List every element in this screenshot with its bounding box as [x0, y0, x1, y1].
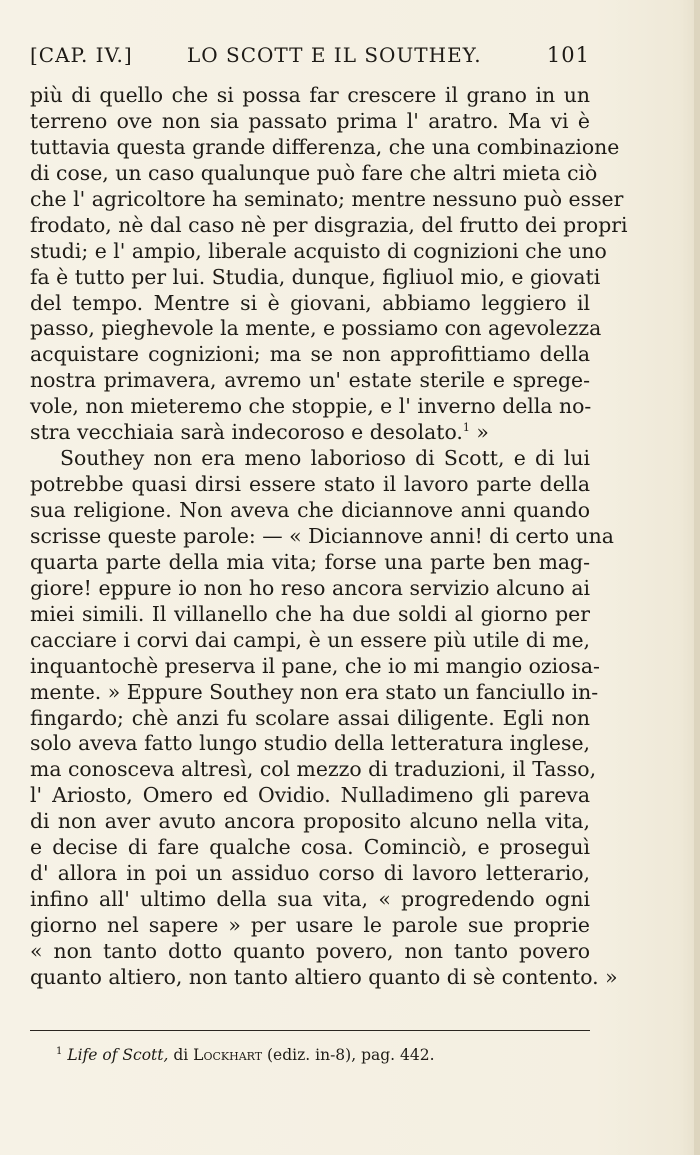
- text-line-with-footnote: [30, 420, 590, 446]
- text-line: tuttavia questa grande differenza, che una combinazione: [30, 134, 620, 159]
- text-line: vole, non mieteremo che stoppie, e l' inverno della no-: [30, 394, 592, 419]
- footnote-ref: 1: [462, 421, 470, 435]
- text-line: stra vecchiaia sarà indecoroso e desolato.: [30, 420, 463, 445]
- text-line: cacciare i corvi dai campi, è un essere più utile di me,: [30, 627, 590, 652]
- text-line: Southey non era meno laborioso di Scott, e di lui: [60, 446, 590, 471]
- text-line: passo, pieghevole la mente, e possiamo con agevolezza: [30, 316, 602, 341]
- closing-quote: »: [469, 420, 489, 445]
- text-line: scrisse queste parole: — « Diciannove anni! di certo una: [30, 523, 614, 548]
- text-line: acquistare cognizioni; ma se non approfittiamo della: [30, 342, 590, 367]
- text-line: miei simili. Il villanello che ha due soldi al giorno per: [30, 601, 590, 626]
- text-line: mente. » Eppure Southey non era stato un fanciullo in-: [30, 679, 599, 704]
- text-line: fa è tutto per lui. Studia, dunque, figliuol mio, e giovati: [30, 264, 601, 289]
- footnote-title: Life of Scott,: [67, 1046, 169, 1064]
- text-line: infino all' ultimo della sua vita, « progredendo ogni: [30, 887, 590, 912]
- footnote-di: di: [168, 1046, 194, 1064]
- text-line: di non aver avuto ancora proposito alcuno nella vita,: [30, 809, 590, 834]
- page-number: 101: [546, 43, 590, 67]
- text-line: di cose, un caso qualunque può fare che altri mieta ciò: [30, 160, 598, 185]
- text-line: più di quello che si possa far crescere il grano in un: [30, 83, 590, 107]
- running-header: [30, 43, 590, 73]
- text-line: giorno nel sapere » per usare le parole sue proprie: [30, 913, 590, 937]
- text-line: e decise di fare qualche cosa. Cominciò, e proseguì: [30, 835, 590, 860]
- footnote-divider: [30, 1030, 590, 1031]
- running-title: LO SCOTT E IL SOUTHEY.: [187, 43, 482, 67]
- text-line: studi; e l' ampio, liberale acquisto di cognizioni che uno: [30, 238, 607, 263]
- text-line: del tempo. Mentre si è giovani, abbiamo leggiero il: [30, 290, 590, 315]
- text-line: fingardo; chè anzi fu scolare assai diligente. Egli non: [30, 705, 590, 730]
- text-line: nostra primavera, avremo un' estate sterile e sprege-: [30, 368, 590, 393]
- page-edge: [694, 0, 700, 1155]
- text-line: quanto altiero, non tanto altiero quanto di sè contento. »: [30, 964, 618, 989]
- body-text: [30, 83, 628, 991]
- text-line: frodato, nè dal caso nè per disgrazia, del frutto dei propri: [30, 212, 628, 237]
- text-line: giore! eppure io non ho reso ancora servizio alcuno ai: [30, 575, 590, 600]
- text-line: solo aveva fatto lungo studio della letteratura inglese,: [30, 731, 590, 756]
- text-line: inquantochè preserva il pane, che io mi mangio oziosa-: [30, 653, 600, 678]
- text-line: potrebbe quasi dirsi essere stato il lavoro parte della: [30, 472, 590, 497]
- text-line: quarta parte della mia vita; forse una parte ben mag-: [30, 549, 590, 574]
- chapter-label: [CAP. IV.]: [30, 43, 133, 67]
- footnote-author: Lockhart: [193, 1046, 263, 1064]
- text-line: « non tanto dotto quanto povero, non tanto povero: [30, 938, 590, 963]
- text-line: ma conosceva altresì, col mezzo di traduzioni, il Tasso,: [30, 757, 597, 782]
- text-line: terreno ove non sia passato prima l' aratro. Ma vi è: [30, 108, 590, 133]
- footnote-details: (ediz. in-8), pag. 442.: [262, 1046, 435, 1064]
- text-line: l' Ariosto, Omero ed Ovidio. Nulladimeno gli pareva: [30, 783, 590, 808]
- footnote: [56, 1046, 435, 1064]
- text-line: sua religione. Non aveva che diciannove anni quando: [30, 498, 590, 522]
- text-line: che l' agricoltore ha seminato; mentre nessuno può esser: [30, 186, 624, 211]
- text-line: d' allora in poi un assiduo corso di lavoro letterario,: [30, 861, 590, 886]
- footnote-marker: 1: [56, 1045, 63, 1057]
